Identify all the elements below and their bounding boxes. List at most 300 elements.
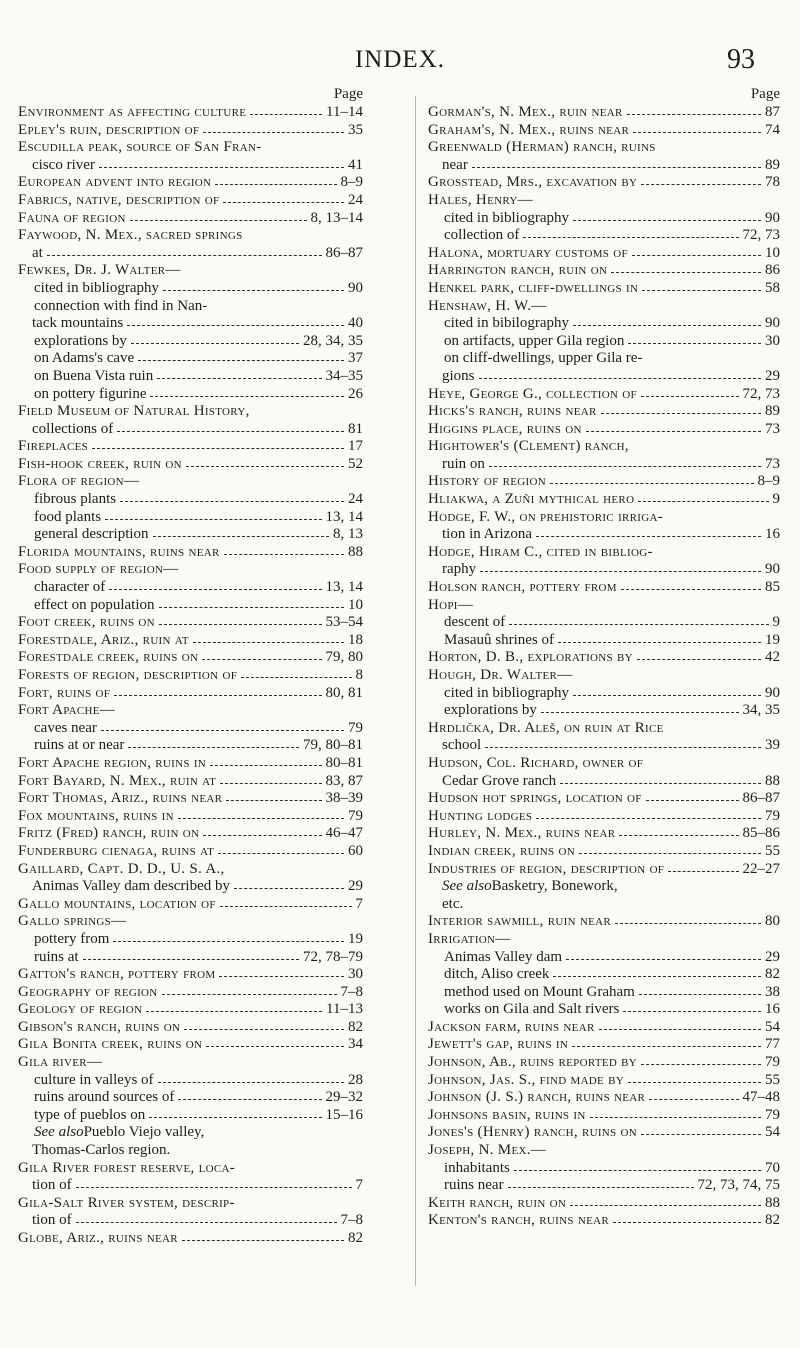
index-entry	[428, 1054, 780, 1072]
index-entry	[18, 491, 363, 509]
page-reference: 82	[765, 966, 780, 983]
entry-text: cited in bibliography	[34, 279, 159, 296]
entry-text: Holson ranch, pottery from	[428, 579, 617, 596]
index-entry	[428, 1089, 780, 1107]
entry-line	[18, 526, 363, 544]
page-reference: 79, 80–81	[303, 737, 363, 754]
page-reference: 34–35	[325, 367, 363, 384]
entry-line	[428, 702, 780, 720]
page-reference: 54	[765, 1018, 780, 1035]
entry-line	[18, 808, 363, 826]
entry-line	[428, 1089, 780, 1107]
dot-leader	[159, 597, 344, 608]
page-reference: 80	[765, 913, 780, 930]
entry-line	[18, 1212, 363, 1230]
dot-leader	[536, 526, 761, 537]
index-entry	[18, 1001, 363, 1019]
entry-line	[428, 526, 780, 544]
index-entry	[18, 473, 363, 491]
entry-text: method used on Mount Graham	[444, 983, 635, 1000]
entry-text: Funderburg cienaga, ruins at	[18, 842, 215, 859]
entry-line	[18, 984, 363, 1002]
index-entry	[18, 737, 363, 755]
index-entry	[18, 685, 363, 703]
page-reference: 90	[348, 279, 363, 296]
dot-leader	[210, 755, 321, 766]
page-reference: 18	[348, 631, 363, 648]
entry-text: Johnsons basin, ruins in	[428, 1106, 586, 1123]
entry-text: Hopi—	[428, 596, 474, 613]
column-page-label: Page	[333, 86, 363, 102]
entry-text: Fox mountains, ruins in	[18, 807, 174, 824]
index-entry	[428, 984, 780, 1002]
dot-leader	[638, 491, 768, 502]
dot-leader	[224, 544, 344, 555]
dot-leader	[163, 280, 344, 291]
index-entry	[428, 544, 780, 579]
index-entry	[18, 561, 363, 579]
entry-line	[428, 685, 780, 703]
dot-leader	[186, 456, 344, 467]
entry-text: Gatton's ranch, pottery from	[18, 966, 216, 983]
dot-leader	[76, 1212, 337, 1223]
entry-text: Grosstead, Mrs., excavation by	[428, 174, 638, 191]
entry-line	[18, 702, 363, 720]
dot-leader	[184, 1019, 344, 1030]
entry-line	[428, 878, 780, 896]
entry-line	[428, 949, 780, 967]
index-entry	[428, 949, 780, 967]
page-reference: 22–27	[742, 860, 780, 877]
page-reference: 10	[765, 244, 780, 261]
page-reference: 46–47	[325, 825, 363, 842]
index-entry	[18, 1230, 363, 1248]
dot-leader	[619, 825, 738, 836]
entry-text: tion of	[32, 1212, 72, 1229]
entry-line	[428, 1177, 780, 1195]
index-entry	[18, 333, 363, 351]
dot-leader	[130, 210, 307, 221]
page-reference: 82	[765, 1212, 780, 1229]
entry-line	[428, 737, 780, 755]
entry-line	[18, 333, 363, 351]
index-entry	[428, 174, 780, 192]
page-reference: 90	[765, 561, 780, 578]
dot-leader	[641, 386, 739, 397]
entry-text: Animas Valley dam	[444, 948, 563, 965]
index-entry	[428, 1177, 780, 1195]
entry-line	[428, 579, 780, 597]
dot-leader	[641, 174, 761, 185]
entry-text: raphy	[442, 561, 477, 578]
index-entry	[18, 1124, 363, 1159]
entry-line	[428, 1036, 780, 1054]
page-reference: 55	[765, 842, 780, 859]
entry-line	[18, 966, 363, 984]
dot-leader	[570, 1195, 761, 1206]
dot-leader	[615, 913, 761, 924]
entry-line	[18, 262, 363, 280]
entry-line	[428, 1142, 780, 1160]
entry-text: ruins near	[444, 1177, 504, 1194]
index-entry	[18, 843, 363, 861]
index-entry	[428, 966, 780, 984]
dot-leader	[241, 667, 351, 678]
page-reference: 26	[348, 385, 363, 402]
entry-line	[18, 649, 363, 667]
entry-line	[428, 913, 780, 931]
index-entry	[18, 544, 363, 562]
entry-text: Hodge, Hiram C., cited in bibliog-	[428, 543, 653, 560]
index-entry	[18, 1160, 363, 1195]
dot-leader	[553, 966, 761, 977]
entry-line	[428, 1072, 780, 1090]
index-entry	[18, 1072, 363, 1090]
entry-text: on pottery figurine	[34, 385, 147, 402]
entry-text: at	[32, 244, 43, 261]
page-reference: 77	[765, 1036, 780, 1053]
entry-line	[18, 1001, 363, 1019]
page-reference: 8, 13–14	[310, 209, 363, 226]
entry-line	[428, 1054, 780, 1072]
index-entry	[428, 1160, 780, 1178]
entry-text: Florida mountains, ruins near	[18, 543, 220, 560]
index-entry	[18, 913, 363, 931]
index-entry	[428, 649, 780, 667]
page-reference: 30	[348, 966, 363, 983]
index-entry	[18, 456, 363, 474]
entry-text: Halona, mortuary customs of	[428, 244, 628, 261]
entry-line	[428, 1212, 780, 1230]
entry-line	[18, 1142, 363, 1160]
entry-text: See also	[34, 1124, 84, 1141]
entry-text: Hales, Henry—	[428, 191, 533, 208]
entry-text: Gibson's ranch, ruins on	[18, 1018, 181, 1035]
dot-leader	[586, 421, 761, 432]
entry-line	[18, 1089, 363, 1107]
dot-leader	[101, 720, 344, 731]
page-reference: 58	[765, 279, 780, 296]
page-reference: 90	[765, 684, 780, 701]
entry-text: See also	[442, 878, 492, 895]
dot-leader	[611, 262, 761, 273]
page-reference: 7–8	[340, 983, 363, 1000]
dot-leader	[157, 368, 321, 379]
dot-leader	[489, 456, 761, 467]
index-entry	[428, 104, 780, 122]
entry-text: Fort, ruins of	[18, 684, 111, 701]
page-reference: 42	[765, 649, 780, 666]
entry-text: Greenwald (Herman) ranch, ruins	[428, 139, 656, 156]
entry-line	[428, 808, 780, 826]
entry-line	[428, 280, 780, 298]
dot-leader	[632, 245, 761, 256]
entry-line	[428, 667, 780, 685]
entry-line	[18, 157, 363, 175]
index-entry	[18, 1089, 363, 1107]
index-entry	[18, 280, 363, 298]
entry-text: Jones's (Henry) ranch, ruins on	[428, 1124, 637, 1141]
dot-leader	[590, 1107, 761, 1118]
entry-line	[428, 509, 780, 527]
entry-line	[18, 720, 363, 738]
page-reference: 88	[765, 772, 780, 789]
entry-line	[18, 491, 363, 509]
entry-text: cited in bibliography	[444, 684, 569, 701]
page-reference: 88	[348, 543, 363, 560]
entry-text: collections of	[32, 420, 114, 437]
dot-leader	[639, 984, 761, 995]
entry-line	[428, 1107, 780, 1125]
entry-line	[18, 544, 363, 562]
page-reference: 72, 78–79	[303, 948, 363, 965]
index-entry	[428, 210, 780, 228]
entry-text: Irrigation—	[428, 930, 511, 947]
entry-text: Thomas-Carlos region.	[32, 1142, 171, 1159]
page-reference: 90	[765, 209, 780, 226]
entry-text: Fort Bayard, N. Mex., ruin at	[18, 772, 217, 789]
index-entry	[18, 720, 363, 738]
page-reference: 8–9	[757, 473, 780, 490]
entry-text: Johnson, Ab., ruins reported by	[428, 1054, 638, 1071]
entry-line	[428, 438, 780, 456]
dot-leader	[105, 509, 321, 520]
dot-leader	[573, 315, 761, 326]
index-entry	[428, 1036, 780, 1054]
entry-text: Environment as affecting culture	[18, 104, 247, 120]
entry-text: Kenton's ranch, ruins near	[428, 1212, 609, 1229]
page-reference: 24	[348, 491, 363, 508]
entry-text: Forestdale creek, ruins on	[18, 649, 199, 666]
entry-text: descent of	[444, 614, 506, 631]
page-reference: 11–14	[326, 104, 363, 120]
entry-text: cisco river	[32, 156, 95, 173]
page-reference: 29	[348, 878, 363, 895]
page-reference: 86–87	[325, 244, 363, 261]
index-entry	[18, 1107, 363, 1125]
dot-leader	[99, 157, 344, 168]
page-reference: 38–39	[325, 790, 363, 807]
dot-leader	[219, 966, 344, 977]
entry-text: Globe, Ariz., ruins near	[18, 1230, 178, 1246]
entry-line	[428, 1124, 780, 1142]
entry-text: Henshaw, H. W.—	[428, 297, 547, 314]
index-entry	[18, 861, 363, 896]
entry-line	[18, 421, 363, 439]
page-reference: 86–87	[742, 790, 780, 807]
page-reference: 78	[765, 174, 780, 191]
page-reference: 37	[348, 350, 363, 367]
entry-text: Fauna of region	[18, 209, 126, 226]
dot-leader	[623, 1001, 761, 1012]
index-entry	[18, 174, 363, 192]
running-head: INDEX.	[354, 46, 445, 73]
entry-text: tion in Arizona	[442, 526, 532, 543]
entry-text: Gallo springs—	[18, 913, 127, 930]
entry-text-continued: Basketry, Bonework,	[491, 878, 618, 895]
page-reference: 41	[348, 156, 363, 173]
entry-line	[18, 1072, 363, 1090]
dot-leader	[646, 790, 739, 801]
dot-leader	[641, 1124, 761, 1135]
entry-line	[18, 386, 363, 404]
entry-line	[428, 315, 780, 333]
index-entry	[428, 597, 780, 615]
dot-leader	[628, 333, 761, 344]
entry-line	[18, 509, 363, 527]
entry-text: Masauû shrines of	[444, 631, 554, 648]
entry-text: gions	[442, 367, 475, 384]
dot-leader	[220, 773, 321, 784]
index-entry	[428, 614, 780, 632]
dot-leader	[250, 104, 322, 115]
entry-text: inhabitants	[444, 1159, 510, 1176]
index-entry	[18, 1054, 363, 1072]
entry-line	[428, 632, 780, 650]
page-reference: 86	[765, 262, 780, 279]
dot-leader	[621, 579, 761, 590]
index-entry	[428, 1107, 780, 1125]
index-entry	[428, 350, 780, 385]
entry-line	[428, 790, 780, 808]
entry-line	[18, 1036, 363, 1054]
dot-leader	[149, 1107, 321, 1118]
dot-leader	[215, 174, 336, 185]
page-reference: 85–86	[742, 825, 780, 842]
entry-text: Cedar Grove ranch	[442, 772, 557, 789]
entry-text: Gila river—	[18, 1054, 103, 1071]
entry-line	[18, 685, 363, 703]
page-reference: 8, 13	[333, 526, 363, 543]
entry-text: Hurley, N. Mex., ruins near	[428, 825, 616, 842]
dot-leader	[114, 685, 321, 696]
page-reference: 8–9	[340, 174, 363, 191]
dot-leader	[182, 1230, 344, 1241]
entry-line	[428, 649, 780, 667]
entry-line	[18, 473, 363, 491]
dot-leader	[508, 1177, 694, 1188]
index-entry	[18, 808, 363, 826]
page-reference: 79	[348, 807, 363, 824]
page-reference: 88	[765, 1194, 780, 1211]
column-divider	[415, 96, 416, 1286]
entry-text: Graham's, N. Mex., ruins near	[428, 121, 630, 138]
page-reference: 87	[765, 104, 780, 120]
entry-text: on cliff-dwellings, upper Gila re-	[444, 350, 643, 367]
entry-text-continued: Pueblo Viejo valley,	[83, 1124, 205, 1141]
dot-leader	[599, 1019, 761, 1030]
index-entry	[18, 896, 363, 914]
dot-leader	[560, 773, 761, 784]
index-entry	[18, 790, 363, 808]
dot-leader	[628, 1072, 761, 1083]
entry-text: Fewkes, Dr. J. Walter—	[18, 262, 181, 279]
page-reference: 80, 81	[325, 684, 363, 701]
entry-line	[18, 755, 363, 773]
entry-line	[428, 720, 780, 738]
index-entry	[428, 192, 780, 210]
entry-text: Gallo mountains, location of	[18, 895, 216, 912]
index-entry	[428, 227, 780, 245]
entry-text: ditch, Aliso creek	[444, 966, 550, 983]
page-number: 93	[727, 44, 755, 75]
dot-leader	[226, 790, 321, 801]
index-entry	[18, 139, 363, 174]
page-reference: 16	[765, 526, 780, 543]
dot-leader	[649, 1089, 738, 1100]
index-entry	[18, 1036, 363, 1054]
entry-line	[428, 456, 780, 474]
entry-line	[18, 438, 363, 456]
entry-line	[428, 157, 780, 175]
entry-text: Higgins place, ruins on	[428, 420, 582, 437]
entry-line	[18, 315, 363, 333]
dot-leader	[193, 632, 344, 643]
dot-leader	[178, 1089, 321, 1100]
entry-text: character of	[34, 579, 106, 596]
entry-line	[428, 403, 780, 421]
entry-text: Gorman's, N. Mex., ruin near	[428, 104, 623, 120]
index-entry	[428, 280, 780, 298]
dot-leader	[480, 561, 761, 572]
entry-text: Hicks's ranch, ruins near	[428, 403, 597, 420]
page-reference: 82	[348, 1018, 363, 1035]
column-page-label: Page	[750, 86, 780, 102]
page-reference: 39	[765, 737, 780, 754]
entry-line	[18, 632, 363, 650]
index-entry	[18, 403, 363, 438]
entry-text: Hliakwa, a Zuñi mythical hero	[428, 491, 635, 508]
page-reference: 35	[348, 121, 363, 138]
entry-line	[18, 227, 363, 245]
index-entry	[18, 579, 363, 597]
index-entry	[18, 438, 363, 456]
index-entry	[428, 861, 780, 879]
page-reference: 10	[348, 596, 363, 613]
index-entry	[428, 931, 780, 949]
page-reference: 7–8	[340, 1212, 363, 1229]
dot-leader	[178, 808, 344, 819]
page-reference: 79	[765, 807, 780, 824]
dot-leader	[120, 491, 344, 502]
index-entry	[18, 509, 363, 527]
dot-leader	[573, 210, 761, 221]
dot-leader	[566, 949, 761, 960]
entry-text: Fabrics, native, description of	[18, 191, 220, 208]
entry-text: Gila-Salt River system, descrip-	[18, 1194, 235, 1211]
entry-text: Hrdlička, Dr. Aleš, on ruin at Rice	[428, 719, 664, 736]
page-reference: 11–13	[326, 1001, 363, 1018]
entry-text: Faywood, N. Mex., sacred springs	[18, 227, 243, 244]
dot-leader	[234, 878, 344, 889]
dot-leader	[633, 122, 761, 133]
dot-leader	[150, 386, 344, 397]
entry-line	[428, 298, 780, 316]
entry-text: on artifacts, upper Gila region	[444, 332, 625, 349]
dot-leader	[117, 421, 344, 432]
index-entry	[18, 122, 363, 140]
index-entry	[428, 825, 780, 843]
entry-line	[428, 1160, 780, 1178]
entry-line	[18, 210, 363, 228]
dot-leader	[541, 702, 739, 713]
entry-line	[18, 1230, 363, 1248]
page-reference: 24	[348, 191, 363, 208]
index-entry	[428, 1072, 780, 1090]
index-entry	[428, 473, 780, 491]
dot-leader	[479, 368, 761, 379]
index-entry	[18, 262, 363, 280]
